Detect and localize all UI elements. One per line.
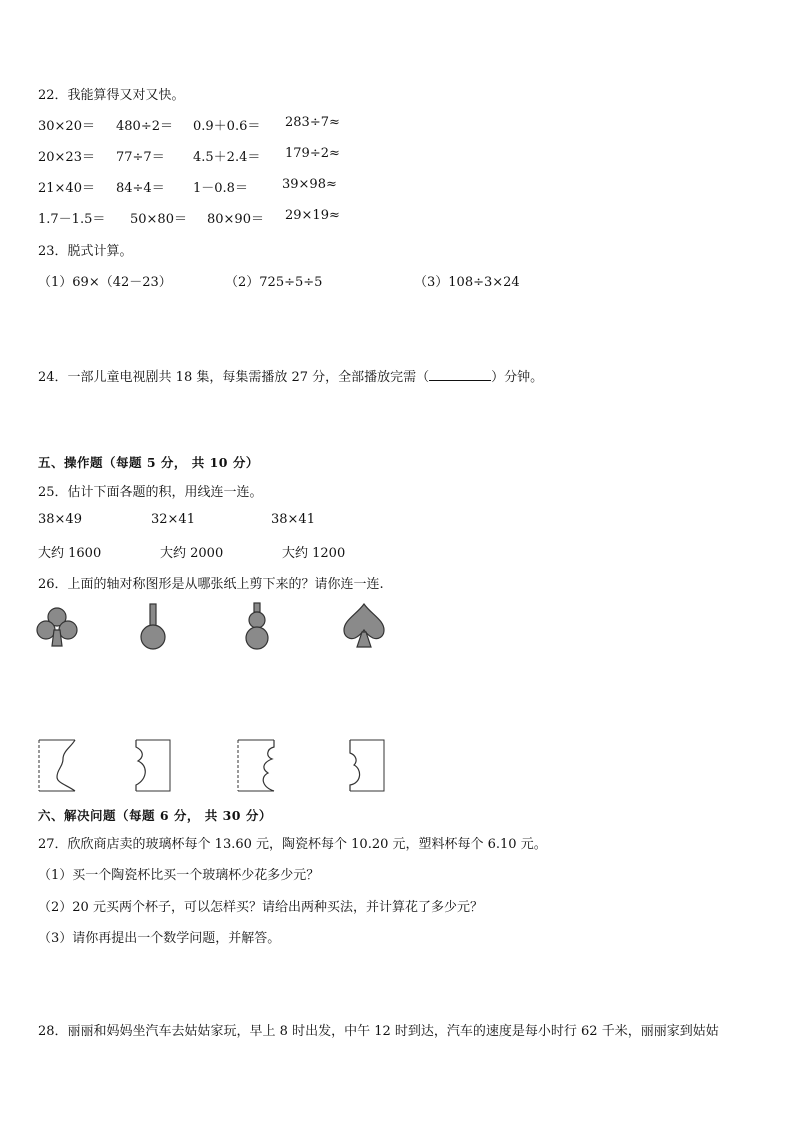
q27-part: （2）20 元买两个杯子，可以怎样买？请给出两种买法，并计算花了多少元？ [38,900,483,915]
folded-paper-option [346,739,388,792]
q22-cell: 20×23＝ [38,150,95,165]
section-heading-5: 五、操作题（每题 5 分， 共 10 分） [38,455,259,470]
q22-cell: 80×90＝ [207,212,264,227]
q23-item: （3）108÷3×24 [414,275,520,290]
q28-title: 28．丽丽和妈妈坐汽车去姑姑家玩，早上 8 时出发，中午 12 时到达，汽车的速度是每小时行 62 千米，丽丽家到姑姑 [38,1024,719,1039]
q23-item: （1）69×（42－23） [38,275,172,290]
q25-estimate: 大约 1200 [282,546,346,561]
q26-title: 26．上面的轴对称图形是从哪张纸上剪下来的？请你连一连. [38,577,384,592]
gourd-small-shape-icon [138,602,168,652]
q22-cell: 4.5＋2.4＝ [193,150,261,165]
spade-shape-icon [341,602,387,650]
q22-cell: 30×20＝ [38,119,95,134]
folded-paper-option [37,739,79,792]
folded-paper-option [236,739,278,792]
q22-cell: 0.9＋0.6＝ [193,119,261,134]
q22-cell: 50×80＝ [130,212,187,227]
q22-title: 22．我能算得又对又快。 [38,88,185,103]
section-heading-6: 六、解决问题（每题 6 分， 共 30 分） [38,808,272,823]
q24-text [38,366,543,385]
q22-cell: 1.7－1.5＝ [38,212,106,227]
q22-cell: 84÷4＝ [116,181,165,196]
q23-item: （2）725÷5÷5 [225,275,323,290]
q25-estimate: 大约 2000 [160,546,224,561]
q23-title: 23．脱式计算。 [38,244,133,259]
q27-part: （1）买一个陶瓷杯比买一个玻璃杯少花多少元？ [38,868,320,883]
q25-title: 25．估计下面各题的积，用线连一连。 [38,485,263,500]
folded-paper-option [132,739,174,792]
q22-cell: 21×40＝ [38,181,95,196]
q22-cell: 29×19≈ [285,208,340,223]
q22-cell: 179÷2≈ [285,146,340,161]
answer-blank[interactable] [429,368,491,381]
q22-cell: 480÷2＝ [116,119,173,134]
q25-product: 38×41 [271,512,315,527]
q27-title: 27．欣欣商店卖的玻璃杯每个 13.60 元，陶瓷杯每个 10.20 元，塑料杯每个 6.10 元。 [38,837,547,852]
q22-cell: 283÷7≈ [285,115,340,130]
q27-part: （3）请你再提出一个数学问题，并解答。 [38,931,281,946]
q22-cell: 1－0.8＝ [193,181,248,196]
q25-product: 38×49 [38,512,82,527]
q24-after: ）分钟。 [491,370,544,385]
q25-product: 32×41 [151,512,195,527]
q22-cell: 39×98≈ [282,177,337,192]
gourd-double-shape-icon [242,602,272,652]
q24-before: 24．一部儿童电视剧共 18 集，每集需播放 27 分，全部播放完需（ [38,370,430,385]
club-shape-icon [34,604,80,650]
q25-estimate: 大约 1600 [38,546,102,561]
q22-cell: 77÷7＝ [116,150,165,165]
